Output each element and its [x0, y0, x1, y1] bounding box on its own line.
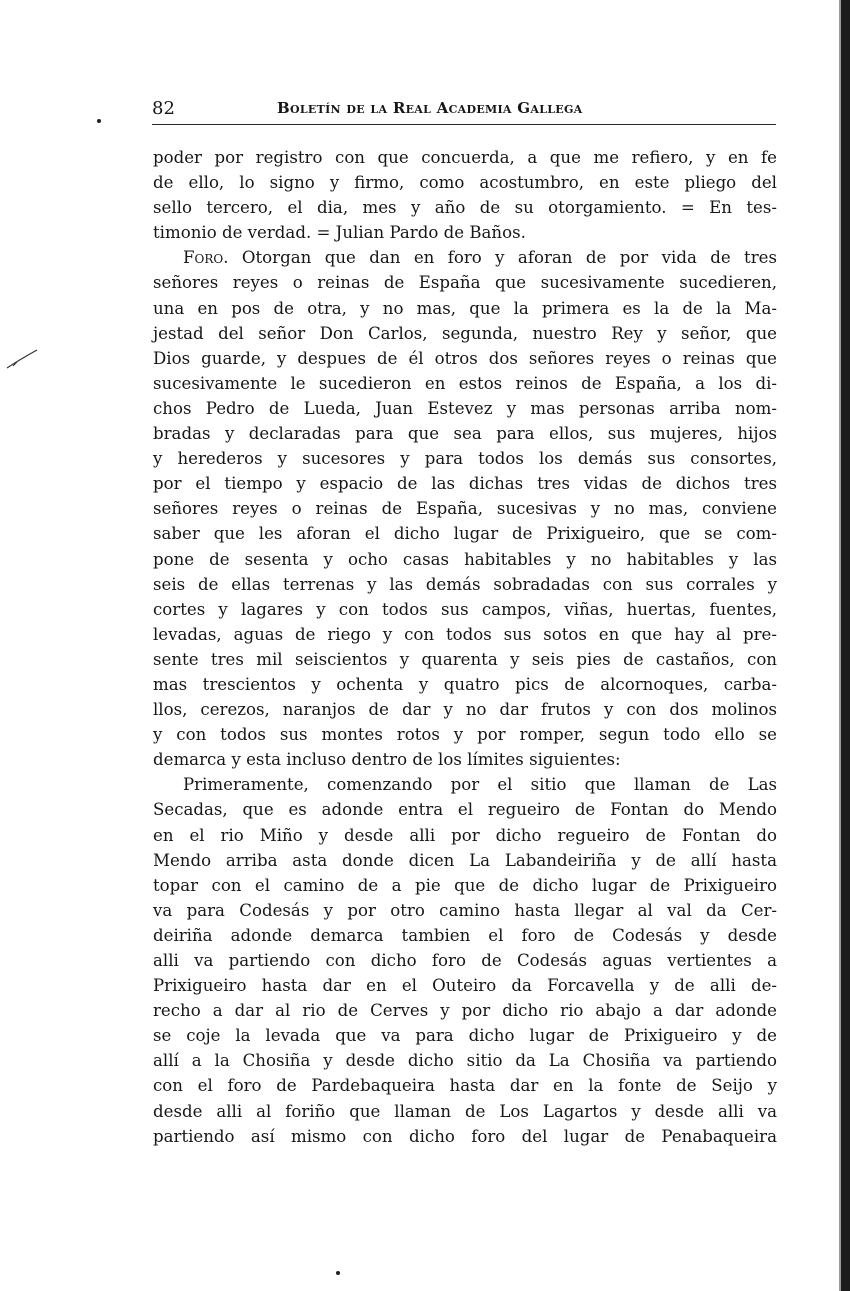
running-title: Boletín de la Real Academia Gallega — [277, 99, 583, 117]
bottom-dot-mark — [336, 1271, 340, 1275]
text-line: bradas y declaradas para que sea para ellos, sus mujeres, hijos — [153, 424, 777, 444]
page-header — [152, 96, 776, 124]
text-line: y herederos y sucesores y para todos los demás sus consortes, — [153, 449, 777, 469]
text-line: señores reyes o reinas de España, sucesivas y no mas, conviene — [153, 499, 777, 519]
text-line: una en pos de otra, y no mas, que la primera es la de la Ma- — [153, 298, 777, 318]
text-line: deiriña adonde demarca tambien el foro de Codesás y desde — [153, 925, 777, 945]
text-line: pone de sesenta y ocho casas habitables y no habitables y las — [153, 549, 777, 569]
foro-first-line-text: Otorgan que dan en foro y aforan de por vida de tres — [241, 248, 777, 268]
text-line: recho a dar al rio de Cerves y por dicho rio abajo a dar adonde — [153, 1001, 777, 1021]
text-line: Secadas, que es adonde entra el regueiro de Fontan do Mendo — [153, 800, 777, 820]
text-line: partiendo así mismo con dicho foro del lugar de Penabaqueira — [153, 1126, 777, 1146]
text-line: alli va partiendo con dicho foro de Codesás aguas vertientes a — [153, 951, 777, 970]
text-line: y con todos sus montes rotos y por romper, segun todo ello se — [153, 725, 777, 745]
text-line: con el foro de Pardebaqueira hasta dar en la fonte de Seijo y — [153, 1076, 777, 1096]
page-edge-line — [839, 0, 841, 1291]
page-number: 82 — [152, 98, 175, 119]
text-line: sente tres mil seiscientos y quarenta y seis pies de castaños, con — [153, 649, 777, 669]
text-line: va para Codesás y por otro camino hasta llegar al val da Cer- — [153, 900, 777, 920]
text-line: señores reyes o reinas de España que sucesivamente sucedieren, — [153, 273, 777, 293]
text-line: timonio de verdad. = Julian Pardo de Baños. — [153, 223, 526, 243]
text-line: Primeramente, comenzando por el sitio que llaman de Las — [183, 775, 777, 795]
text-line: Mendo arriba asta donde dicen La Labandeiriña y de allí hasta — [153, 850, 777, 870]
foro-lead: Foro. — [183, 248, 229, 268]
text-line: por el tiempo y espacio de las dichas tres vidas de dichos tres — [153, 474, 777, 494]
foro-first-line — [153, 245, 777, 270]
text-line: mas trescientos y ochenta y quatro pics de alcornoques, carba- — [153, 674, 777, 694]
text-line: topar con el camino de a pie que de dicho lugar de Prixigueiro — [153, 875, 777, 895]
text-line: Prixigueiro hasta dar en el Outeiro da Forcavella y de alli de- — [153, 976, 777, 996]
page-edge-shadow — [841, 0, 850, 1291]
margin-pencil-mark — [5, 346, 39, 372]
text-line: poder por registro con que concuerda, a que me refiero, y en fe — [153, 148, 777, 167]
text-line: jestad del señor Don Carlos, segunda, nuestro Rey y señor, que — [153, 323, 777, 343]
text-line: levadas, aguas de riego y con todos sus sotos en que hay al pre- — [153, 624, 777, 644]
text-line: se coje la levada que va para dicho lugar de Prixigueiro y de — [153, 1026, 777, 1046]
text-line: de ello, lo signo y firmo, como acostumbro, en este pliego del — [153, 173, 777, 193]
text-line: Dios guarde, y despues de él otros dos señores reyes o reinas que — [153, 348, 777, 368]
text-line: llos, cerezos, naranjos de dar y no dar frutos y con dos molinos — [153, 700, 777, 720]
text-line: desde alli al foriño que llaman de Los Lagartos y desde alli va — [153, 1101, 777, 1121]
text-line: saber que les aforan el dicho lugar de Prixigueiro, que se com- — [153, 524, 777, 544]
text-line: sello tercero, el dia, mes y año de su otorgamiento. = En tes- — [153, 198, 777, 218]
text-line: cortes y lagares y con todos sus campos, viñas, huertas, fuentes, — [153, 599, 777, 619]
text-line: en el rio Miño y desde alli por dicho regueiro de Fontan do — [153, 825, 777, 845]
header-rule — [152, 124, 776, 125]
text-line: sucesivamente le sucedieron en estos reinos de España, a los di- — [153, 373, 777, 393]
text-line: seis de ellas terrenas y las demás sobradadas con sus corrales y — [153, 574, 777, 594]
text-line: demarca y esta incluso dentro de los límites siguientes: — [153, 750, 621, 770]
body-text — [153, 145, 777, 1149]
margin-dot-mark — [97, 119, 101, 123]
text-line: chos Pedro de Lueda, Juan Estevez y mas personas arriba nom- — [153, 398, 777, 418]
text-line: allí a la Chosiña y desde dicho sitio da La Chosiña va partiendo — [153, 1051, 777, 1071]
